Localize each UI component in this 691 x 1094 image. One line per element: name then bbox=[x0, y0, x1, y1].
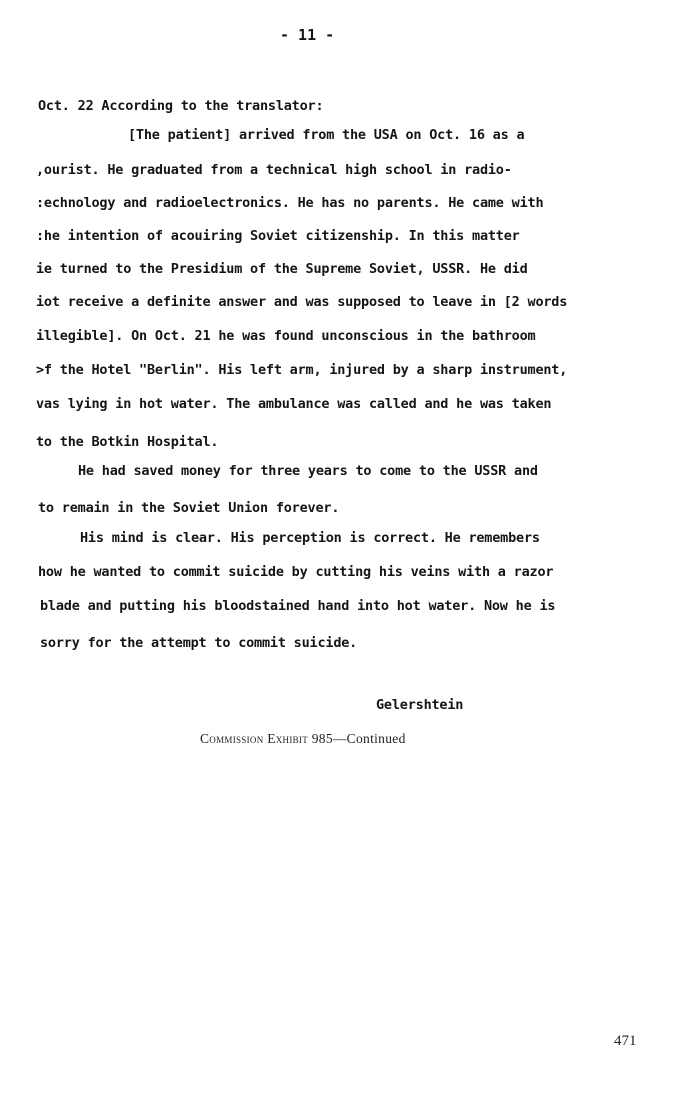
text-line: His mind is clear. His perception is correct. He remembers bbox=[80, 530, 540, 546]
text-line: Oct. 22 According to the translator: bbox=[38, 98, 324, 114]
exhibit-number: 985 bbox=[311, 731, 333, 746]
text-line: :he intention of acouiring Soviet citizenship. In this matter bbox=[36, 228, 520, 244]
text-line: to remain in the Soviet Union forever. bbox=[38, 500, 340, 516]
caption-suffix: —Continued bbox=[332, 731, 406, 746]
signature-name: Gelershtein bbox=[376, 697, 464, 713]
text-line: ie turned to the Presidium of the Supreme Soviet, USSR. He did bbox=[36, 261, 528, 277]
text-line: He had saved money for three years to come to the USSR and bbox=[78, 463, 538, 479]
text-line: to the Botkin Hospital. bbox=[36, 434, 219, 450]
text-line: blade and putting his bloodstained hand into hot water. Now he is bbox=[40, 598, 556, 614]
text-line: vas lying in hot water. The ambulance was called and he was taken bbox=[36, 396, 552, 412]
exhibit-caption bbox=[200, 731, 406, 747]
text-line: [The patient] arrived from the USA on Oct. 16 as a bbox=[128, 127, 525, 143]
caption-prefix: Commission Exhibit bbox=[200, 731, 309, 746]
text-line: >f the Hotel "Berlin". His left arm, injured by a sharp instrument, bbox=[36, 362, 568, 378]
text-line: :echnology and radioelectronics. He has no parents. He came with bbox=[36, 195, 544, 211]
page-number: 471 bbox=[614, 1033, 637, 1049]
text-line: sorry for the attempt to commit suicide. bbox=[40, 635, 358, 651]
text-line: ,ourist. He graduated from a technical high school in radio- bbox=[36, 162, 512, 178]
text-line: iot receive a definite answer and was supposed to leave in [2 words bbox=[36, 294, 568, 310]
text-line: how he wanted to commit suicide by cutting his veins with a razor bbox=[38, 564, 554, 580]
page-marker: - 11 - bbox=[280, 26, 335, 44]
text-line: illegible]. On Oct. 21 he was found unconscious in the bathroom bbox=[36, 328, 536, 344]
